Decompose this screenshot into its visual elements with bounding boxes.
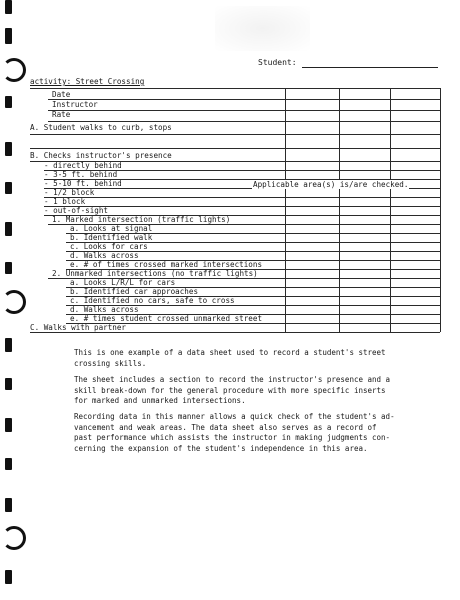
column-divider xyxy=(285,88,286,332)
row-date: Date xyxy=(52,90,71,99)
row-section-c: C. Walks with partner xyxy=(30,323,127,332)
binder-mark xyxy=(5,378,12,390)
rule xyxy=(30,332,440,333)
rule xyxy=(44,197,440,198)
binder-mark xyxy=(5,96,12,108)
column-divider xyxy=(339,88,340,332)
rule xyxy=(30,148,440,149)
binder-hole xyxy=(2,290,26,314)
binder-mark xyxy=(5,182,12,194)
paragraph-line: cerning the expansion of the student's independence in this area. xyxy=(74,443,368,453)
binder-mark xyxy=(5,498,12,512)
rule xyxy=(48,110,440,111)
row-marked-c: c. Looks for cars xyxy=(70,242,148,251)
rule xyxy=(48,121,440,122)
row-out-of-sight: - out-of-sight xyxy=(44,206,109,215)
binder-mark xyxy=(5,458,12,470)
paragraph-line: Recording data in this manner allows a quick check of the student's ad- xyxy=(74,412,395,421)
binder-mark xyxy=(5,142,12,156)
binder-mark xyxy=(5,28,12,44)
column-divider xyxy=(440,88,441,332)
student-label: Student: xyxy=(258,58,297,67)
row-5-10-ft: - 5-10 ft. behind xyxy=(44,179,122,188)
smudge xyxy=(215,6,310,51)
paragraph-line: skill break-down for the general procedure with more specific inserts xyxy=(74,385,386,395)
binder-mark xyxy=(5,222,12,236)
row-unmarked-d: d. Walks across xyxy=(70,305,139,314)
paragraph-line: This is one example of a data sheet used to record a student's street xyxy=(74,348,386,357)
row-directly-behind: - directly behind xyxy=(44,161,122,170)
row-unmarked-b: b. Identified car approaches xyxy=(70,287,199,296)
row-section-b: B. Checks instructor's presence xyxy=(30,151,172,160)
column-divider xyxy=(390,88,391,332)
row-one-block: - 1 block xyxy=(44,197,86,206)
activity-label: activity: Street Crossing xyxy=(30,77,145,86)
row-marked-intersection: 1. Marked intersection (traffic lights) xyxy=(52,215,231,224)
binder-edge xyxy=(0,0,22,600)
row-marked-a: a. Looks at signal xyxy=(70,224,153,233)
student-name-line xyxy=(302,67,438,68)
paragraph-line: past performance which assists the instructor in making judgments con- xyxy=(74,433,391,442)
binder-hole xyxy=(2,58,26,82)
row-unmarked-intersection: 2. Unmarked intersections (no traffic lights) xyxy=(52,269,258,278)
binder-mark xyxy=(5,570,12,584)
binder-mark xyxy=(5,262,12,274)
row-half-block: - 1/2 block xyxy=(44,188,95,197)
row-unmarked-a: a. Looks L/R/L for cars xyxy=(70,278,176,287)
binder-mark xyxy=(5,0,12,14)
row-unmarked-c: c. Identified no cars, safe to cross xyxy=(70,296,235,305)
applicable-note: Applicable area(s) is/are checked. xyxy=(253,180,409,189)
row-unmarked-e: e. # times student crossed unmarked street xyxy=(70,314,263,323)
paragraph-line: crossing skills. xyxy=(74,358,147,368)
binder-mark xyxy=(5,338,12,352)
row-marked-d: d. Walks across xyxy=(70,251,139,260)
rule xyxy=(30,134,440,135)
row-marked-b: b. Identified walk xyxy=(70,233,153,242)
paragraph-line: The sheet includes a section to record the instructor's presence and a xyxy=(74,375,391,384)
binder-hole xyxy=(2,526,26,550)
rule xyxy=(30,88,440,89)
rule xyxy=(48,99,440,100)
row-3-5-ft: - 3-5 ft. behind xyxy=(44,170,118,179)
paragraph-sections xyxy=(74,375,442,407)
binder-mark xyxy=(5,418,12,432)
paragraph-recording xyxy=(74,412,442,454)
paragraph-line: vancement and weak areas. The data sheet also serves as a record of xyxy=(74,422,377,432)
row-marked-e: e. # of times crossed marked intersections xyxy=(70,260,263,269)
row-instructor: Instructor xyxy=(52,100,98,109)
paragraph-intro xyxy=(74,348,442,369)
row-section-a: A. Student walks to curb, stops xyxy=(30,123,172,132)
row-rate: Rate xyxy=(52,110,71,119)
paragraph-line: for marked and unmarked intersections. xyxy=(74,396,246,405)
